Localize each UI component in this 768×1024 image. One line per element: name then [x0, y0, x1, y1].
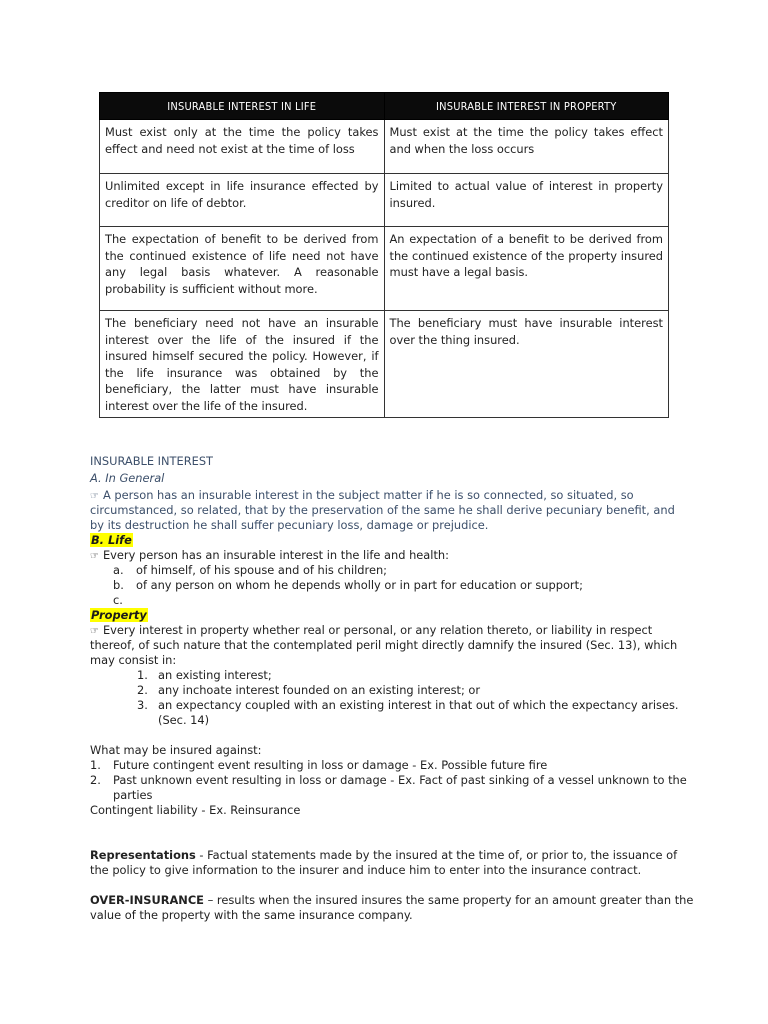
representations-line-1: Representations - Factual statements made by the insured at the time of, or prior to, the issuance of: [90, 848, 678, 862]
over-insurance-line-2: value of the property with the same insurance company.: [90, 908, 413, 922]
general-line-3: by its destruction he shall suffer pecuniary loss, damage or prejudice.: [90, 518, 489, 532]
subsection-label-life: B. Life: [91, 533, 132, 547]
representations-line-2: the policy to give information to the insurer and induce him to enter into the insurance contract.: [90, 863, 642, 877]
table-header-row: [100, 93, 669, 120]
table-cell-property: Must exist at the time the policy takes effect and when the loss occurs: [384, 120, 669, 174]
over-insurance-term: OVER-INSURANCE: [90, 893, 204, 907]
list-item: b. of any person on whom he depends wholly or in part for education or support;: [113, 578, 583, 592]
list-item: 2. any inchoate interest founded on an existing interest; or: [137, 683, 481, 697]
list-item: 2. Past unknown event resulting in loss or damage - Ex. Fact of past sinking of a vessel unknown to the: [90, 773, 687, 787]
property-line-1: ☞ Every interest in property whether real or personal, or any relation thereto, or liability in respect: [90, 623, 653, 637]
life-intro: ☞ Every person has an insurable interest in the life and health:: [90, 548, 449, 562]
insured-against-heading: What may be insured against:: [90, 743, 262, 757]
pointing-hand-icon: ☞: [90, 551, 99, 562]
list-item: c.: [113, 593, 123, 607]
subsection-label-general: A. In General: [90, 471, 165, 485]
table-cell-life: The beneficiary need not have an insurable interest over the life of the insured if the insured himself secured the policy. However, if the life insurance was obtained by the beneficiary, the latter must have insurable interest over the life of the insured.: [100, 311, 385, 418]
representations-term: Representations: [90, 848, 196, 862]
over-insurance-line-1: OVER-INSURANCE – results when the insured insures the same property for an amount greater than the: [90, 893, 694, 907]
table-cell-life: Unlimited except in life insurance effected by creditor on life of debtor.: [100, 174, 385, 227]
list-item-continuation: (Sec. 14): [158, 713, 210, 727]
list-item: 3. an expectancy coupled with an existing interest in that out of which the expectancy arises.: [137, 698, 679, 712]
table-cell-property: An expectation of a benefit to be derived from the continued existence of the property insured must have a legal basis.: [384, 227, 669, 311]
general-line-1: ☞ A person has an insurable interest in the subject matter if he is so connected, so situated, so: [90, 488, 634, 502]
comparison-table: [99, 92, 669, 418]
subsection-label-property: Property: [91, 608, 147, 622]
property-line-3: may consist in:: [90, 653, 177, 667]
general-line-2: circumstanced, so related, that by the preservation of the same he shall derive pecuniary benefit, and: [90, 503, 675, 517]
pointing-hand-icon: ☞: [90, 626, 99, 637]
table-cell-life: Must exist only at the time the policy takes effect and need not exist at the time of loss: [100, 120, 385, 174]
section-heading: INSURABLE INTEREST: [90, 454, 214, 468]
table-row: [100, 227, 669, 311]
list-item: 1. Future contingent event resulting in loss or damage - Ex. Possible future fire: [90, 758, 548, 772]
column-header-property: INSURABLE INTEREST IN PROPERTY: [384, 93, 669, 120]
list-item: a. of himself, of his spouse and of his children;: [113, 563, 388, 577]
pointing-hand-icon: ☞: [90, 491, 99, 502]
table-cell-property: Limited to actual value of interest in property insured.: [384, 174, 669, 227]
list-item-continuation: parties: [113, 788, 153, 802]
table-row: [100, 311, 669, 418]
column-header-life: INSURABLE INTEREST IN LIFE: [100, 93, 385, 120]
table-cell-life: The expectation of benefit to be derived from the continued existence of life need not have any legal basis whatever. A reasonable probability is sufficient without more.: [100, 227, 385, 311]
table-row: [100, 174, 669, 227]
list-item: 1. an existing interest;: [137, 668, 272, 682]
table-row: [100, 120, 669, 174]
contingent-liability: Contingent liability - Ex. Reinsurance: [90, 803, 301, 817]
property-line-2: thereof, of such nature that the contemplated peril might directly damnify the insured (Sec. 13), which: [90, 638, 678, 652]
table-cell-property: The beneficiary must have insurable interest over the thing insured.: [384, 311, 669, 418]
